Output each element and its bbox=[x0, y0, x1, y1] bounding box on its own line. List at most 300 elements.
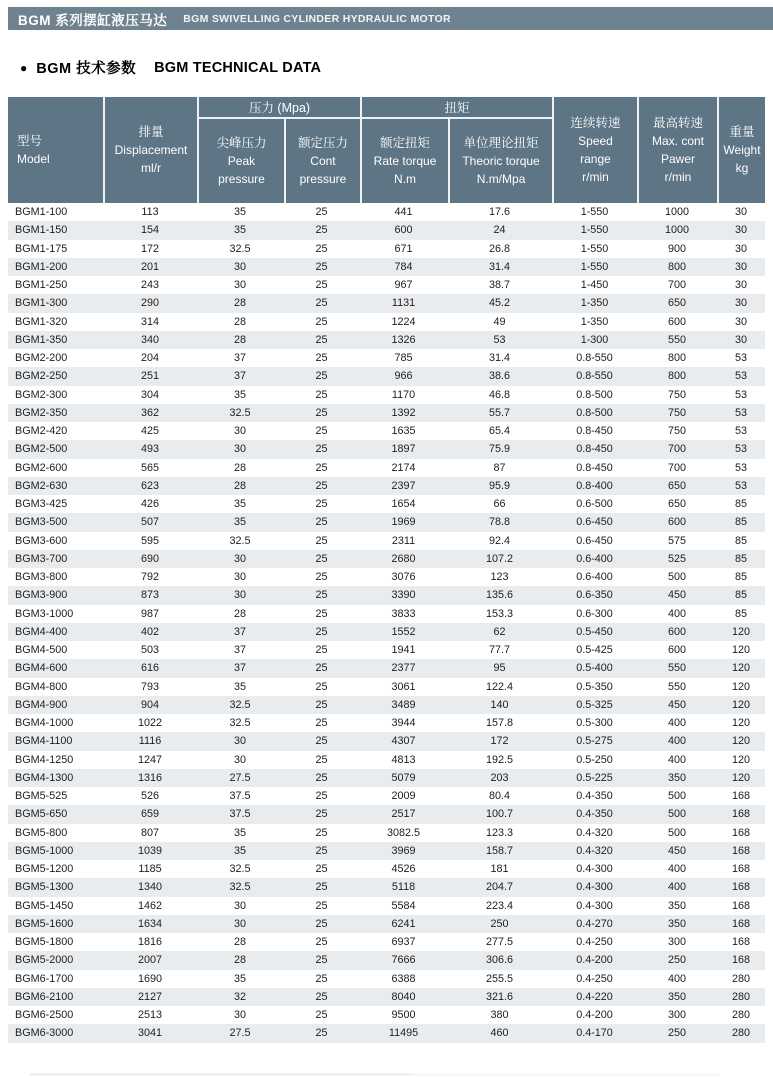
value-cell: 25 bbox=[315, 1009, 328, 1022]
value-cell: 3944 bbox=[391, 717, 416, 730]
value-cell: 30 bbox=[233, 917, 246, 930]
table-row bbox=[8, 714, 765, 732]
value-cell: 525 bbox=[667, 552, 686, 565]
table-row bbox=[8, 258, 765, 276]
value-cell: 0.6-300 bbox=[576, 607, 613, 620]
value-cell: 400 bbox=[667, 753, 686, 766]
value-cell: 28 bbox=[233, 954, 246, 967]
value-cell: 154 bbox=[140, 224, 159, 237]
value-cell: 85 bbox=[734, 534, 747, 547]
model-cell: BGM2-250 bbox=[15, 370, 68, 383]
model-cell: BGM1-100 bbox=[15, 206, 68, 219]
model-cell: BGM6-1700 bbox=[15, 972, 74, 985]
table-header bbox=[8, 97, 765, 203]
value-cell: 30 bbox=[734, 206, 747, 219]
value-cell: 25 bbox=[315, 771, 328, 784]
value-cell: 25 bbox=[315, 406, 328, 419]
value-cell: 55.7 bbox=[488, 406, 510, 419]
value-cell: 181 bbox=[490, 863, 509, 876]
value-cell: 1224 bbox=[391, 315, 416, 328]
header-theoric-torque: 单位理论扭矩 Theoric torque N.m/Mpa bbox=[448, 119, 552, 203]
value-cell: 277.5 bbox=[485, 936, 514, 949]
value-cell: 30 bbox=[734, 297, 747, 310]
value-cell: 0.8-550 bbox=[576, 370, 613, 383]
value-cell: 2009 bbox=[391, 790, 416, 803]
value-cell: 0.4-250 bbox=[576, 972, 613, 985]
value-cell: 30 bbox=[233, 425, 246, 438]
header-group-pressure bbox=[197, 97, 360, 203]
value-cell: 37.5 bbox=[229, 808, 251, 821]
value-cell: 1-350 bbox=[580, 315, 609, 328]
value-cell: 900 bbox=[667, 242, 686, 255]
model-cell: BGM5-1450 bbox=[15, 899, 74, 912]
table-row bbox=[8, 824, 765, 842]
table-row bbox=[8, 860, 765, 878]
table-row bbox=[8, 605, 765, 623]
value-cell: 0.4-350 bbox=[576, 808, 613, 821]
value-cell: 350 bbox=[667, 990, 686, 1003]
value-cell: 25 bbox=[315, 297, 328, 310]
value-cell: 2127 bbox=[137, 990, 163, 1003]
value-cell: 0.6-450 bbox=[576, 534, 613, 547]
value-cell: 30 bbox=[233, 899, 246, 912]
value-cell: 350 bbox=[667, 771, 686, 784]
value-cell: 204 bbox=[140, 352, 159, 365]
value-cell: 0.5-350 bbox=[576, 680, 613, 693]
value-cell: 0.4-320 bbox=[576, 826, 613, 839]
technical-data-table bbox=[8, 97, 765, 1043]
cutoff-next-section bbox=[30, 1073, 720, 1076]
value-cell: 38.6 bbox=[488, 370, 510, 383]
value-cell: 3082.5 bbox=[386, 826, 421, 839]
table-row bbox=[8, 422, 765, 440]
value-cell: 25 bbox=[315, 279, 328, 292]
value-cell: 595 bbox=[140, 534, 159, 547]
value-cell: 967 bbox=[394, 279, 413, 292]
value-cell: 1816 bbox=[137, 936, 163, 949]
value-cell: 25 bbox=[315, 498, 328, 511]
value-cell: 1634 bbox=[137, 917, 163, 930]
value-cell: 616 bbox=[140, 662, 159, 675]
table-row bbox=[8, 732, 765, 750]
model-cell: BGM6-2500 bbox=[15, 1009, 74, 1022]
value-cell: 792 bbox=[140, 571, 159, 584]
value-cell: 32.5 bbox=[229, 242, 251, 255]
value-cell: 250 bbox=[667, 1027, 686, 1040]
model-cell: BGM5-1300 bbox=[15, 881, 74, 894]
model-cell: BGM4-500 bbox=[15, 644, 68, 657]
value-cell: 350 bbox=[667, 899, 686, 912]
value-cell: 135.6 bbox=[485, 589, 514, 602]
model-cell: BGM3-900 bbox=[15, 589, 68, 602]
value-cell: 95.9 bbox=[488, 479, 510, 492]
value-cell: 6241 bbox=[391, 917, 416, 930]
value-cell: 500 bbox=[667, 571, 686, 584]
value-cell: 120 bbox=[731, 771, 750, 784]
value-cell: 0.8-450 bbox=[576, 461, 613, 474]
section-title-en: BGM TECHNICAL DATA bbox=[154, 59, 322, 76]
value-cell: 5584 bbox=[391, 899, 416, 912]
value-cell: 120 bbox=[731, 644, 750, 657]
value-cell: 6388 bbox=[391, 972, 416, 985]
value-cell: 550 bbox=[667, 662, 686, 675]
model-cell: BGM5-650 bbox=[15, 808, 68, 821]
table-row bbox=[8, 221, 765, 239]
value-cell: 1941 bbox=[391, 644, 416, 657]
value-cell: 25 bbox=[315, 534, 328, 547]
table-row bbox=[8, 331, 765, 349]
value-cell: 400 bbox=[667, 735, 686, 748]
value-cell: 0.5-450 bbox=[576, 625, 613, 638]
value-cell: 37 bbox=[233, 352, 246, 365]
model-cell: BGM5-1200 bbox=[15, 863, 74, 876]
value-cell: 28 bbox=[233, 607, 246, 620]
model-cell: BGM4-800 bbox=[15, 680, 68, 693]
value-cell: 4526 bbox=[391, 863, 416, 876]
value-cell: 25 bbox=[315, 224, 328, 237]
value-cell: 28 bbox=[233, 461, 246, 474]
value-cell: 0.4-350 bbox=[576, 790, 613, 803]
value-cell: 6937 bbox=[391, 936, 416, 949]
value-cell: 31.4 bbox=[488, 352, 510, 365]
model-cell: BGM4-1250 bbox=[15, 753, 74, 766]
value-cell: 2174 bbox=[391, 461, 416, 474]
value-cell: 441 bbox=[394, 206, 413, 219]
value-cell: 1326 bbox=[391, 333, 416, 346]
value-cell: 100.7 bbox=[485, 808, 514, 821]
value-cell: 2311 bbox=[391, 534, 416, 547]
value-cell: 25 bbox=[315, 698, 328, 711]
value-cell: 0.4-300 bbox=[576, 899, 613, 912]
value-cell: 550 bbox=[667, 680, 686, 693]
value-cell: 168 bbox=[731, 826, 750, 839]
value-cell: 575 bbox=[667, 534, 686, 547]
value-cell: 0.5-425 bbox=[576, 644, 613, 657]
value-cell: 168 bbox=[731, 936, 750, 949]
value-cell: 53 bbox=[734, 352, 747, 365]
model-cell: BGM3-600 bbox=[15, 534, 68, 547]
value-cell: 25 bbox=[315, 644, 328, 657]
value-cell: 30 bbox=[233, 571, 246, 584]
value-cell: 0.6-400 bbox=[576, 571, 613, 584]
value-cell: 25 bbox=[315, 826, 328, 839]
value-cell: 3390 bbox=[391, 589, 416, 602]
value-cell: 80.4 bbox=[488, 790, 510, 803]
model-cell: BGM5-800 bbox=[15, 826, 68, 839]
value-cell: 35 bbox=[233, 844, 246, 857]
value-cell: 400 bbox=[667, 863, 686, 876]
value-cell: 8040 bbox=[391, 990, 416, 1003]
value-cell: 0.6-500 bbox=[576, 498, 613, 511]
table-row bbox=[8, 933, 765, 951]
table-row bbox=[8, 641, 765, 659]
model-cell: BGM1-200 bbox=[15, 260, 68, 273]
table-row bbox=[8, 586, 765, 604]
value-cell: 1000 bbox=[664, 224, 690, 237]
value-cell: 800 bbox=[667, 352, 686, 365]
value-cell: 168 bbox=[731, 954, 750, 967]
value-cell: 35 bbox=[233, 680, 246, 693]
value-cell: 400 bbox=[667, 972, 686, 985]
model-cell: BGM1-250 bbox=[15, 279, 68, 292]
value-cell: 0.5-325 bbox=[576, 698, 613, 711]
value-cell: 350 bbox=[667, 917, 686, 930]
value-cell: 873 bbox=[140, 589, 159, 602]
value-cell: 25 bbox=[315, 1027, 328, 1040]
value-cell: 37 bbox=[233, 370, 246, 383]
value-cell: 0.8-450 bbox=[576, 425, 613, 438]
model-cell: BGM5-2000 bbox=[15, 954, 74, 967]
table-row bbox=[8, 842, 765, 860]
value-cell: 107.2 bbox=[485, 552, 514, 565]
value-cell: 304 bbox=[140, 388, 159, 401]
value-cell: 53 bbox=[734, 406, 747, 419]
value-cell: 0.6-450 bbox=[576, 516, 613, 529]
value-cell: 450 bbox=[667, 698, 686, 711]
value-cell: 800 bbox=[667, 370, 686, 383]
value-cell: 565 bbox=[140, 461, 159, 474]
model-cell: BGM3-1000 bbox=[15, 607, 74, 620]
value-cell: 251 bbox=[140, 370, 159, 383]
value-cell: 25 bbox=[315, 662, 328, 675]
value-cell: 800 bbox=[667, 260, 686, 273]
value-cell: 250 bbox=[667, 954, 686, 967]
value-cell: 25 bbox=[315, 990, 328, 1003]
value-cell: 168 bbox=[731, 844, 750, 857]
model-cell: BGM1-175 bbox=[15, 242, 68, 255]
model-cell: BGM4-1100 bbox=[15, 735, 73, 748]
table-row bbox=[8, 240, 765, 258]
value-cell: 32.5 bbox=[229, 534, 251, 547]
value-cell: 0.5-400 bbox=[576, 662, 613, 675]
value-cell: 290 bbox=[140, 297, 159, 310]
value-cell: 0.4-270 bbox=[576, 917, 613, 930]
value-cell: 31.4 bbox=[488, 260, 510, 273]
value-cell: 25 bbox=[315, 479, 328, 492]
value-cell: 11495 bbox=[388, 1027, 419, 1040]
value-cell: 1340 bbox=[137, 881, 163, 894]
value-cell: 30 bbox=[734, 279, 747, 292]
value-cell: 25 bbox=[315, 753, 328, 766]
value-cell: 0.5-225 bbox=[576, 771, 613, 784]
table-row bbox=[8, 294, 765, 312]
value-cell: 28 bbox=[233, 297, 246, 310]
model-cell: BGM2-420 bbox=[15, 425, 68, 438]
value-cell: 122.4 bbox=[485, 680, 514, 693]
value-cell: 4307 bbox=[391, 735, 416, 748]
value-cell: 35 bbox=[233, 516, 246, 529]
table-row bbox=[8, 568, 765, 586]
table-row bbox=[8, 805, 765, 823]
value-cell: 1392 bbox=[391, 406, 416, 419]
value-cell: 32 bbox=[233, 990, 246, 1003]
value-cell: 62 bbox=[493, 625, 506, 638]
value-cell: 168 bbox=[731, 790, 750, 803]
value-cell: 77.7 bbox=[488, 644, 510, 657]
value-cell: 280 bbox=[731, 972, 750, 985]
value-cell: 25 bbox=[315, 516, 328, 529]
value-cell: 650 bbox=[667, 297, 686, 310]
value-cell: 0.5-300 bbox=[576, 717, 613, 730]
model-cell: BGM6-2100 bbox=[15, 990, 74, 1003]
value-cell: 157.8 bbox=[485, 717, 514, 730]
table-row bbox=[8, 367, 765, 385]
value-cell: 3076 bbox=[391, 571, 416, 584]
value-cell: 300 bbox=[667, 1009, 686, 1022]
value-cell: 4813 bbox=[391, 753, 416, 766]
value-cell: 690 bbox=[140, 552, 159, 565]
value-cell: 362 bbox=[140, 406, 159, 419]
value-cell: 1-550 bbox=[580, 260, 609, 273]
value-cell: 49 bbox=[493, 315, 506, 328]
value-cell: 0.8-400 bbox=[576, 479, 613, 492]
table-row bbox=[8, 440, 765, 458]
table-row bbox=[8, 988, 765, 1006]
value-cell: 35 bbox=[233, 498, 246, 511]
value-cell: 1247 bbox=[137, 753, 163, 766]
value-cell: 340 bbox=[140, 333, 159, 346]
value-cell: 53 bbox=[734, 479, 747, 492]
value-cell: 120 bbox=[731, 717, 750, 730]
value-cell: 450 bbox=[667, 589, 686, 602]
model-cell: BGM1-300 bbox=[15, 297, 68, 310]
value-cell: 25 bbox=[315, 425, 328, 438]
model-cell: BGM3-425 bbox=[15, 498, 68, 511]
value-cell: 30 bbox=[734, 315, 747, 328]
value-cell: 27.5 bbox=[229, 1027, 251, 1040]
value-cell: 37 bbox=[233, 644, 246, 657]
value-cell: 321.6 bbox=[485, 990, 514, 1003]
value-cell: 30 bbox=[233, 279, 246, 292]
value-cell: 507 bbox=[140, 516, 159, 529]
value-cell: 120 bbox=[731, 625, 750, 638]
value-cell: 7666 bbox=[391, 954, 416, 967]
value-cell: 5118 bbox=[391, 881, 416, 894]
table-row bbox=[8, 878, 765, 896]
header-rate-torque: 额定扭矩 Rate torque N.m bbox=[373, 135, 437, 187]
value-cell: 168 bbox=[731, 808, 750, 821]
value-cell: 25 bbox=[315, 571, 328, 584]
value-cell: 25 bbox=[315, 443, 328, 456]
value-cell: 25 bbox=[315, 680, 328, 693]
model-cell: BGM4-1000 bbox=[15, 717, 74, 730]
table-row bbox=[8, 751, 765, 769]
value-cell: 25 bbox=[315, 370, 328, 383]
value-cell: 25 bbox=[315, 899, 328, 912]
value-cell: 85 bbox=[734, 516, 747, 529]
value-cell: 87 bbox=[493, 461, 506, 474]
value-cell: 1131 bbox=[391, 297, 416, 310]
model-cell: BGM3-700 bbox=[15, 552, 68, 565]
value-cell: 1170 bbox=[391, 388, 416, 401]
value-cell: 30 bbox=[233, 443, 246, 456]
value-cell: 25 bbox=[315, 790, 328, 803]
value-cell: 25 bbox=[315, 735, 328, 748]
value-cell: 37.5 bbox=[229, 790, 251, 803]
value-cell: 75.9 bbox=[488, 443, 510, 456]
value-cell: 66 bbox=[493, 498, 506, 511]
value-cell: 243 bbox=[140, 279, 159, 292]
value-cell: 1022 bbox=[137, 717, 163, 730]
value-cell: 37 bbox=[233, 625, 246, 638]
value-cell: 25 bbox=[315, 808, 328, 821]
value-cell: 25 bbox=[315, 936, 328, 949]
value-cell: 750 bbox=[667, 388, 686, 401]
model-cell: BGM4-600 bbox=[15, 662, 68, 675]
table-row bbox=[8, 787, 765, 805]
value-cell: 1-550 bbox=[580, 224, 609, 237]
header-weight: 重量 Weight kg bbox=[717, 97, 765, 203]
value-cell: 30 bbox=[734, 333, 747, 346]
value-cell: 600 bbox=[667, 315, 686, 328]
value-cell: 25 bbox=[315, 881, 328, 894]
value-cell: 503 bbox=[140, 644, 159, 657]
value-cell: 1654 bbox=[391, 498, 416, 511]
value-cell: 25 bbox=[315, 844, 328, 857]
value-cell: 85 bbox=[734, 552, 747, 565]
value-cell: 623 bbox=[140, 479, 159, 492]
value-cell: 3041 bbox=[137, 1027, 163, 1040]
value-cell: 1000 bbox=[664, 206, 690, 219]
value-cell: 750 bbox=[667, 406, 686, 419]
model-cell: BGM2-600 bbox=[15, 461, 68, 474]
value-cell: 3489 bbox=[391, 698, 416, 711]
value-cell: 0.8-550 bbox=[576, 352, 613, 365]
value-cell: 172 bbox=[140, 242, 159, 255]
value-cell: 25 bbox=[315, 607, 328, 620]
value-cell: 25 bbox=[315, 388, 328, 401]
value-cell: 400 bbox=[667, 881, 686, 894]
value-cell: 460 bbox=[490, 1027, 509, 1040]
value-cell: 402 bbox=[140, 625, 159, 638]
value-cell: 600 bbox=[667, 625, 686, 638]
value-cell: 0.8-500 bbox=[576, 388, 613, 401]
header-model: 型号 Model bbox=[17, 133, 50, 167]
value-cell: 95 bbox=[493, 662, 506, 675]
value-cell: 2513 bbox=[137, 1009, 163, 1022]
value-cell: 30 bbox=[233, 1009, 246, 1022]
value-cell: 306.6 bbox=[485, 954, 514, 967]
value-cell: 550 bbox=[667, 333, 686, 346]
model-cell: BGM4-900 bbox=[15, 698, 68, 711]
table-row bbox=[8, 550, 765, 568]
value-cell: 659 bbox=[140, 808, 159, 821]
header-displacement: 排量 Displacement ml/r bbox=[103, 97, 197, 203]
table-row bbox=[8, 276, 765, 294]
value-cell: 192.5 bbox=[485, 753, 514, 766]
value-cell: 3061 bbox=[391, 680, 416, 693]
model-cell: BGM5-1800 bbox=[15, 936, 74, 949]
model-cell: BGM1-320 bbox=[15, 315, 68, 328]
value-cell: 500 bbox=[667, 790, 686, 803]
value-cell: 30 bbox=[233, 589, 246, 602]
header-group-torque bbox=[360, 97, 552, 203]
value-cell: 140 bbox=[490, 698, 509, 711]
value-cell: 168 bbox=[731, 881, 750, 894]
value-cell: 85 bbox=[734, 498, 747, 511]
value-cell: 85 bbox=[734, 571, 747, 584]
table-row bbox=[8, 623, 765, 641]
value-cell: 25 bbox=[315, 260, 328, 273]
value-cell: 123.3 bbox=[485, 826, 514, 839]
value-cell: 1116 bbox=[138, 735, 162, 748]
value-cell: 32.5 bbox=[229, 698, 251, 711]
value-cell: 25 bbox=[315, 315, 328, 328]
value-cell: 700 bbox=[667, 279, 686, 292]
value-cell: 25 bbox=[315, 717, 328, 730]
value-cell: 28 bbox=[233, 333, 246, 346]
value-cell: 65.4 bbox=[488, 425, 510, 438]
